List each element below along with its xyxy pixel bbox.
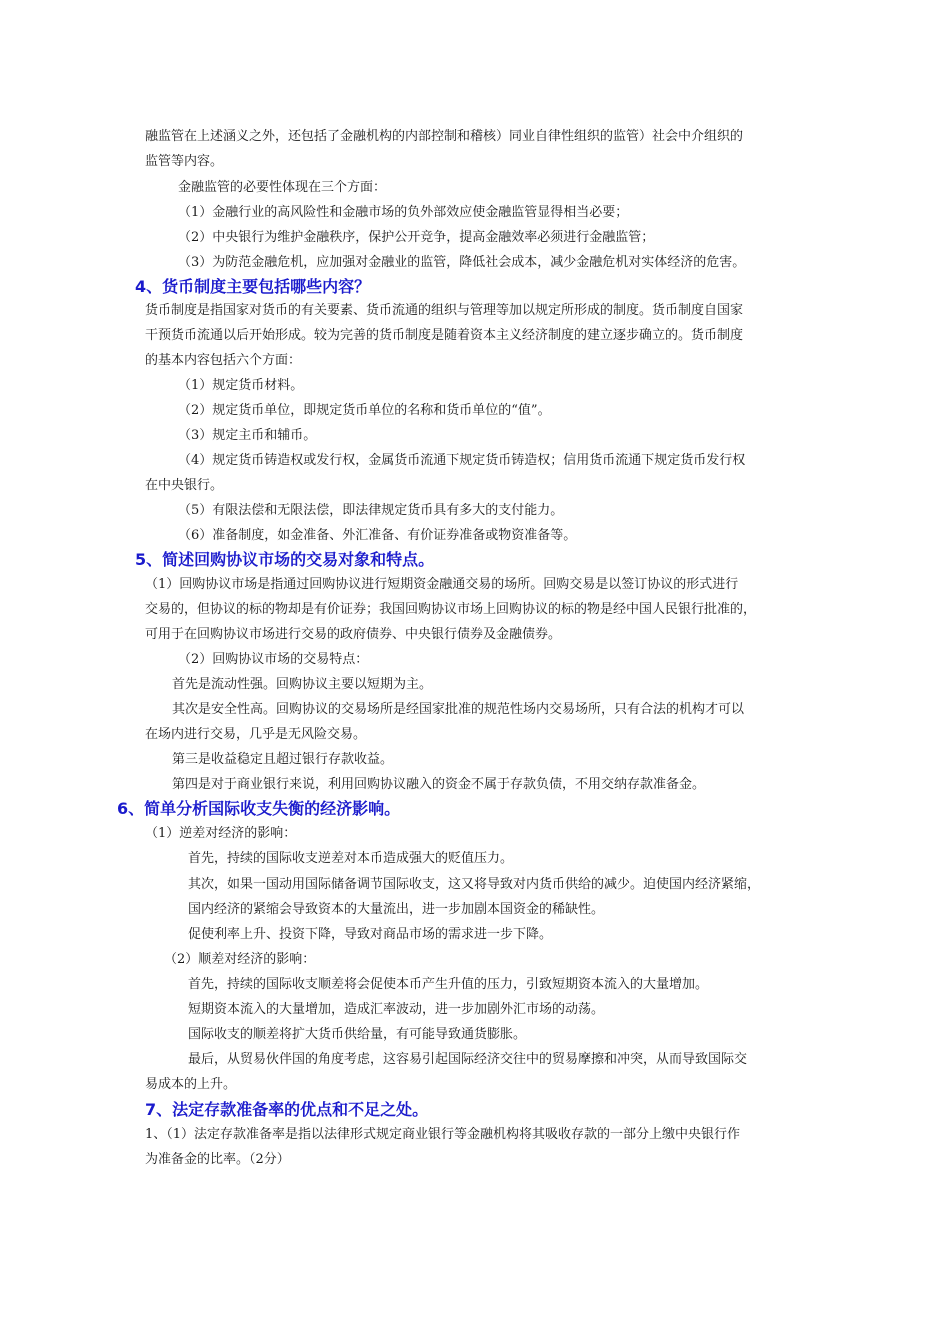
paragraph-line: （1）回购协议市场是指通过回购协议进行短期资金融通交易的场所。回购交易是以签订协议的形式进行 (145, 577, 739, 592)
list-item: （6）准备制度，如金准备、外汇准备、有价证券准备或物资准备等。 (178, 528, 577, 543)
paragraph-line: 首先，持续的国际收支顺差将会促使本币产生升值的压力，引致短期资本流入的大量增加。 (188, 977, 709, 992)
paragraph-line: 易成本的上升。 (145, 1077, 237, 1092)
paragraph-line: 促使利率上升、投资下降，导致对商品市场的需求进一步下降。 (188, 927, 553, 942)
paragraph-line: 融监管在上述涵义之外，还包括了金融机构的内部控制和稽核）同业自律性组织的监管）社会中介组织的 (145, 129, 744, 144)
paragraph-line: （2）回购协议市场的交易特点： (178, 652, 369, 667)
paragraph-line: 为准备金的比率。（2分） (145, 1152, 290, 1167)
paragraph-line: 其次，如果一国动用国际储备调节国际收支，这又将导致对内货币供给的减少。迫使国内经济紧缩， (188, 877, 761, 892)
paragraph-line: 国内经济的紧缩会导致资本的大量流出，进一步加剧本国资金的稀缺性。 (188, 902, 605, 917)
paragraph-line: 干预货币流通以后开始形成。较为完善的货币制度是随着资本主义经济制度的建立逐步确立的。货币制度 (145, 328, 744, 343)
list-item: （2）规定货币单位，即规定货币单位的名称和货币单位的“值”。 (178, 403, 551, 418)
paragraph-line: 1、（1）法定存款准备率是指以法律形式规定商业银行等金融机构将其吸收存款的一部分上缴中央银行作 (145, 1127, 741, 1142)
section-heading: 6、简单分析国际收支失衡的经济影响。 (117, 799, 401, 818)
paragraph-line: 货币制度是指国家对货币的有关要素、货币流通的组织与管理等加以规定所形成的制度。货币制度自国家 (145, 303, 744, 318)
paragraph-line: 首先，持续的国际收支逆差对本币造成强大的贬值压力。 (188, 851, 514, 866)
paragraph-line: 在场内进行交易，几乎是无风险交易。 (145, 727, 367, 742)
subheading: （1）逆差对经济的影响： (145, 826, 297, 841)
paragraph-line: 国际收支的顺差将扩大货币供给量，有可能导致通货膨胀。 (188, 1027, 527, 1042)
paragraph-line: 最后，从贸易伙伴国的角度考虑，这容易引起国际经济交往中的贸易摩擦和冲突，从而导致国际交 (188, 1052, 748, 1067)
paragraph-line: 监管等内容。 (145, 154, 224, 169)
paragraph-line: 第四是对于商业银行来说，利用回购协议融入的资金不属于存款负债，不用交纳存款准备金。 (172, 777, 706, 792)
paragraph-line: 的基本内容包括六个方面： (145, 353, 302, 368)
paragraph-line: 金融监管的必要性体现在三个方面： (178, 180, 387, 195)
paragraph-line: 短期资本流入的大量增加，造成汇率波动，进一步加剧外汇市场的动荡。 (188, 1002, 605, 1017)
list-item: （3）为防范金融危机，应加强对金融业的监管，降低社会成本，减少金融危机对实体经济的危害。 (178, 255, 746, 270)
section-heading: 7、法定存款准备率的优点和不足之处。 (145, 1100, 429, 1119)
paragraph-line: 其次是安全性高。回购协议的交易场所是经国家批准的规范性场内交易场所，只有合法的机构才可以 (172, 702, 745, 717)
paragraph-line: 交易的，但协议的标的物却是有价证券；我国回购协议市场上回购协议的标的物是经中国人民银行批准的， (145, 602, 757, 617)
subheading: （2）顺差对经济的影响： (164, 952, 316, 967)
section-heading: 5、简述回购协议市场的交易对象和特点。 (135, 550, 435, 569)
paragraph-line: 第三是收益稳定且超过银行存款收益。 (172, 752, 394, 767)
list-item: （1）规定货币材料。 (178, 378, 304, 393)
list-item: （2）中央银行为维护金融秩序，保护公开竞争，提高金融效率必须进行金融监管； (178, 230, 655, 245)
list-item: （3）规定主币和辅币。 (178, 428, 317, 443)
list-item: （5）有限法偿和无限法偿，即法律规定货币具有多大的支付能力。 (178, 503, 564, 518)
paragraph-line: 首先是流动性强。回购协议主要以短期为主。 (172, 677, 433, 692)
section-heading: 4、货币制度主要包括哪些内容？ (135, 277, 371, 296)
paragraph-line: 可用于在回购协议市场进行交易的政府债券、中央银行债券及金融债券。 (145, 627, 562, 642)
list-item: 在中央银行。 (145, 478, 224, 493)
list-item: （4）规定货币铸造权或发行权，金属货币流通下规定货币铸造权；信用货币流通下规定货币发行权 (178, 453, 746, 468)
list-item: （1）金融行业的高风险性和金融市场的负外部效应使金融监管显得相当必要； (178, 205, 629, 220)
